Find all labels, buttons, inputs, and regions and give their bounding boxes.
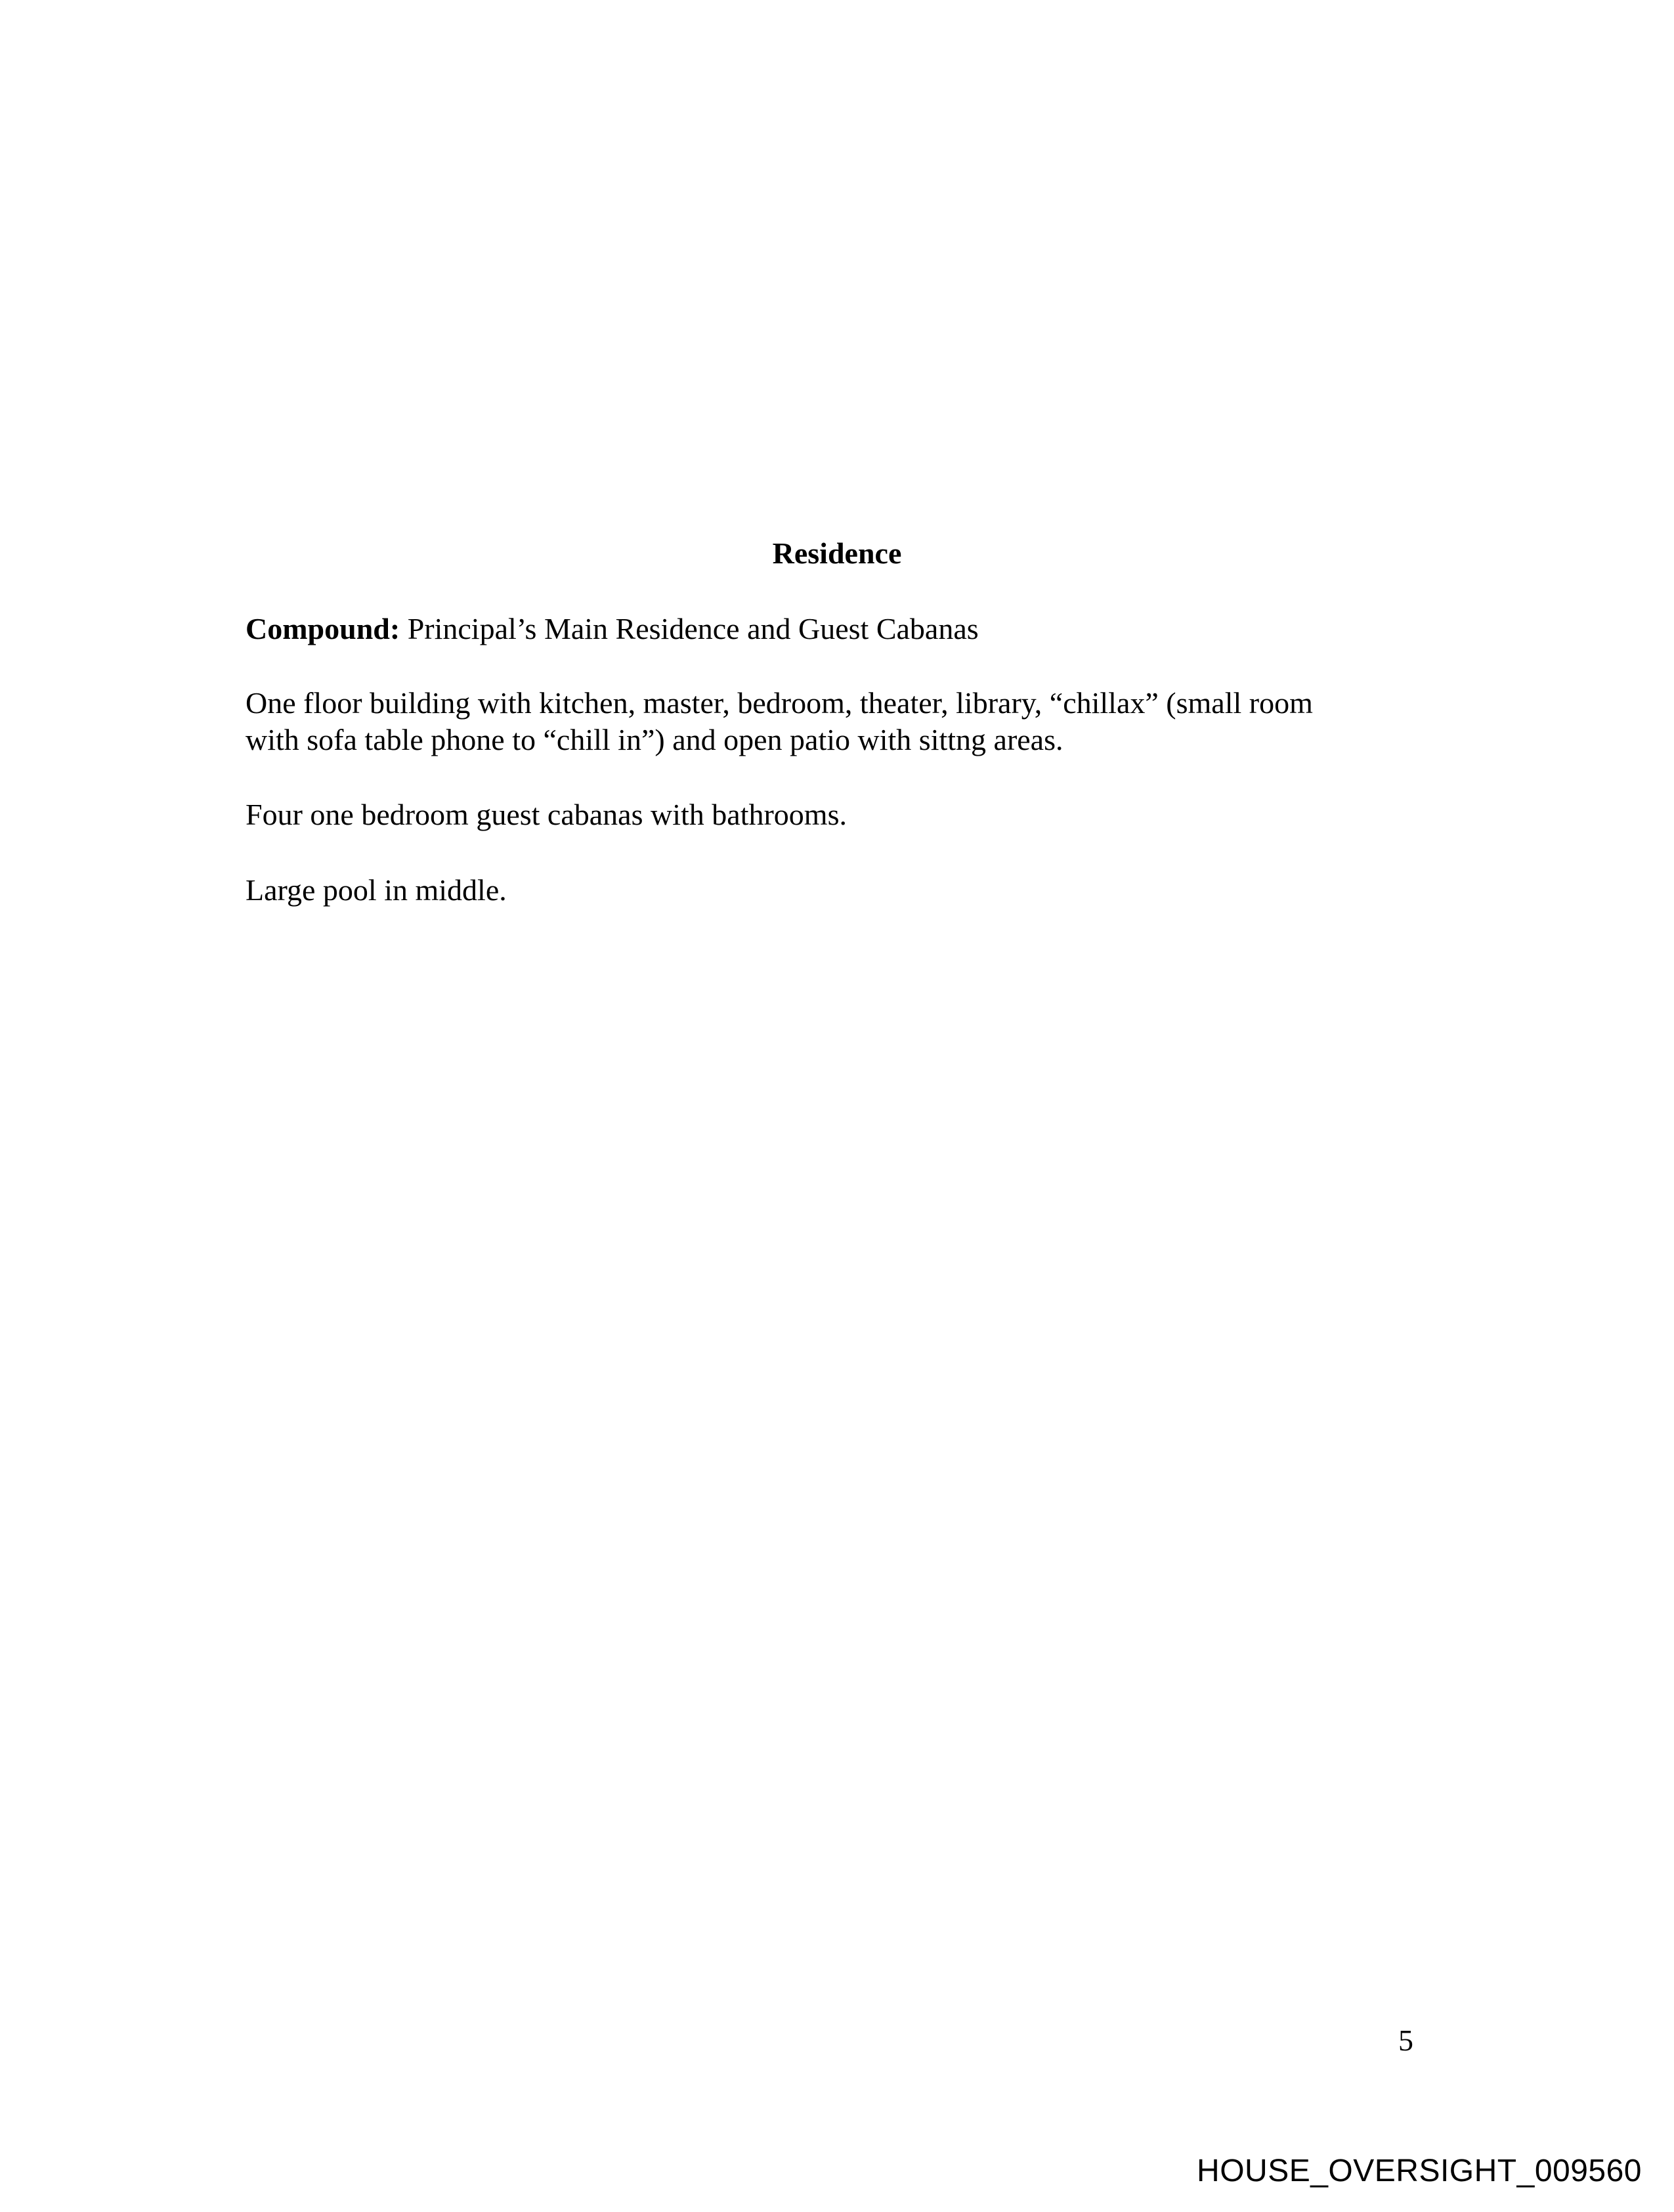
bates-stamp: HOUSE_OVERSIGHT_009560: [1197, 2154, 1642, 2188]
compound-value: Principal’s Main Residence and Guest Cabanas: [400, 612, 979, 645]
compound-line: [246, 611, 1427, 647]
building-description-paragraph: [246, 685, 1427, 758]
pool-paragraph: Large pool in middle.: [246, 873, 507, 907]
page-number: 5: [1398, 2024, 1413, 2057]
guest-cabanas-paragraph: Four one bedroom guest cabanas with bathrooms.: [246, 798, 847, 831]
building-description-line-2: with sofa table phone to “chill in”) and open patio with sittng areas.: [246, 723, 1063, 756]
compound-label: Compound:: [246, 612, 400, 645]
building-description-line-1: One floor building with kitchen, master, bedroom, theater, library, “chillax” (small room: [246, 686, 1313, 720]
document-title: Residence: [772, 536, 902, 570]
